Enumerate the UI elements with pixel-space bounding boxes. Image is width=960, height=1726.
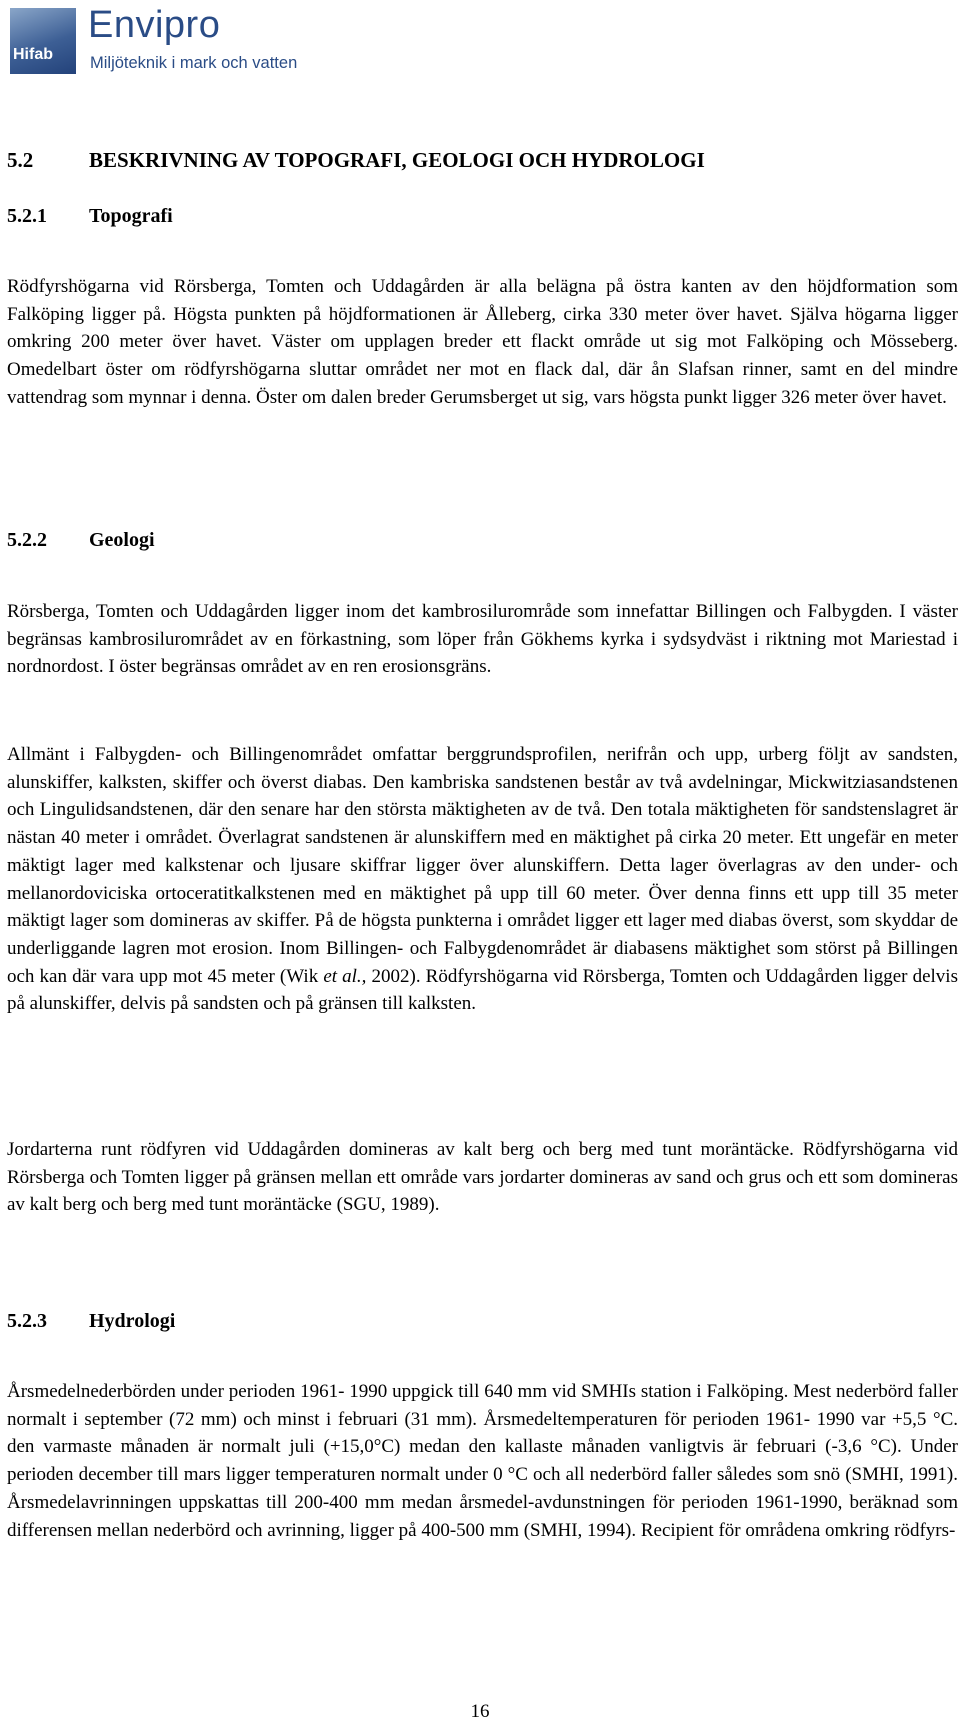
section-heading [7, 148, 705, 173]
paragraph-text: Allmänt i Falbygden- och Billingenområdet omfattar berggrundsprofilen, nerifrån och upp, urberg följt av sandsten, alunskiffer, kalksten, skiffer och överst diabas. Den kambriska sandstenen består av två avdelningar, Mickwitziasandstenen och Lingulidsandstenen, där den senare har den största mäktigheten av de två. Den totala mäktigheten för sandstenslagret är nästan 40 meter i området. Överlagrat sandstenen är alunskiffern med en mäktighet på cirka 20 meter. Ett ungefär en meter mäktigt lager med kalkstenar och ljusare skiffrar ligger över alunskiffern. Detta lager överlagras av den under- och mellanordoviciska ortoceratitkalkstenen med en mäktighet på upp till 60 meter. Över denna finns ett upp till 35 meter mäktigt lager som domineras av skiffer. På de högsta punkterna i området ligger ett lager med diabas överst, som skyddar de underliggande lagren mot erosion. Inom Billingen- och Falbygdenområdet är diabasens mäktighet som störst på Billingen och kan där vara upp mot 45 meter (Wik [7, 744, 958, 987]
subsection-heading-hydrologi [7, 1310, 175, 1333]
company-logo [10, 4, 310, 76]
logo-mark [10, 8, 76, 74]
subsection-number: 5.2.1 [7, 205, 47, 227]
subsection-title: Geologi [89, 529, 155, 551]
paragraph-topografi: Rödfyrshögarna vid Rörsberga, Tomten och Uddagården är alla belägna på östra kanten av den höjdformation som Falköping ligger på. Högsta punkten på höjdformationen är Ålleberg, cirka 330 meter över havet. Själva högarna ligger omkring 200 meter över havet. Väster om upplagen breder ett flackt område ut sig mot Falköping och Mösseberg. Omedelbart öster om rödfyrshögarna sluttar området ner mot en flack dal, där ån Slafsan rinner, samt en del mindre vattendrag som mynnar i denna. Öster om dalen breder Gerumsberget ut sig, vars högsta punkt ligger 326 meter över havet. [7, 276, 958, 408]
paragraph-geologi-1: Rörsberga, Tomten och Uddagården ligger inom det kambrosilurområde som innefattar Billingen och Falbygden. I väster begränsas kambrosilurområdet av en förkastning, som löper från Gökhems kyrka i sydsydväst i riktning mot Mariestad i nordnordost. I öster begränsas området av en ren erosionsgräns. [7, 601, 958, 678]
paragraph-geologi-3: Jordarterna runt rödfyren vid Uddagården domineras av kalt berg och berg med tunt moräntäcke. Rödfyrshögarna vid Rörsberga och Tomten ligger på gränsen mellan ett område vars jordarter domineras av sand och grus och ett som domineras av kalt berg och berg med tunt moräntäcke (SGU, 1989). [7, 1139, 958, 1216]
subsection-title: Hydrologi [89, 1310, 176, 1332]
subsection-heading-topografi [7, 205, 173, 228]
logo-mark-text: Hifab [13, 46, 53, 63]
citation-italic: et al., [323, 965, 367, 987]
subsection-number: 5.2.2 [7, 529, 47, 551]
brand-tagline: Miljöteknik i mark och vatten [90, 54, 298, 72]
section-title: BESKRIVNING AV TOPOGRAFI, GEOLOGI OCH HYDROLOGI [89, 148, 705, 172]
paragraph-hydrologi: Årsmedelnederbörden under perioden 1961- 1990 uppgick till 640 mm vid SMHIs station i Falköping. Mest nederbörd faller normalt i september (72 mm) och minst i februari (31 mm). Årsmedeltemperaturen för perioden 1961- 1990 var +5,5 °C. den varmaste månaden är normalt juli (+15,0°C) medan den kallaste månaden vanligtvis är februari (-3,6 °C). Under perioden december till mars ligger temperaturen normalt under 0 °C och all nederbörd faller således som snö (SMHI, 1991). Årsmedelavrinningen uppskattas till 200-400 mm medan årsmedel-avdunstningen för perioden 1961-1990, beräknad som differensen mellan nederbörd och avrinning, ligger på 400-500 mm (SMHI, 1994). Recipient för områdena omkring rödfyrs- [7, 1381, 958, 1541]
paragraph-geologi-2 [7, 741, 958, 1018]
citation-tail: 2002). Rödfyrshögarna vid Rörsberga, Tomten och Uddagården ligger delvis på alunskiffer, delvis på sandsten och på gränsen till kalksten. [7, 965, 958, 1015]
subsection-heading-geologi [7, 529, 155, 552]
section-number: 5.2 [7, 148, 34, 172]
brand-name: Envipro [88, 4, 221, 46]
subsection-title: Topografi [89, 205, 173, 227]
page-number: 16 [470, 1701, 490, 1722]
subsection-number: 5.2.3 [7, 1310, 47, 1332]
